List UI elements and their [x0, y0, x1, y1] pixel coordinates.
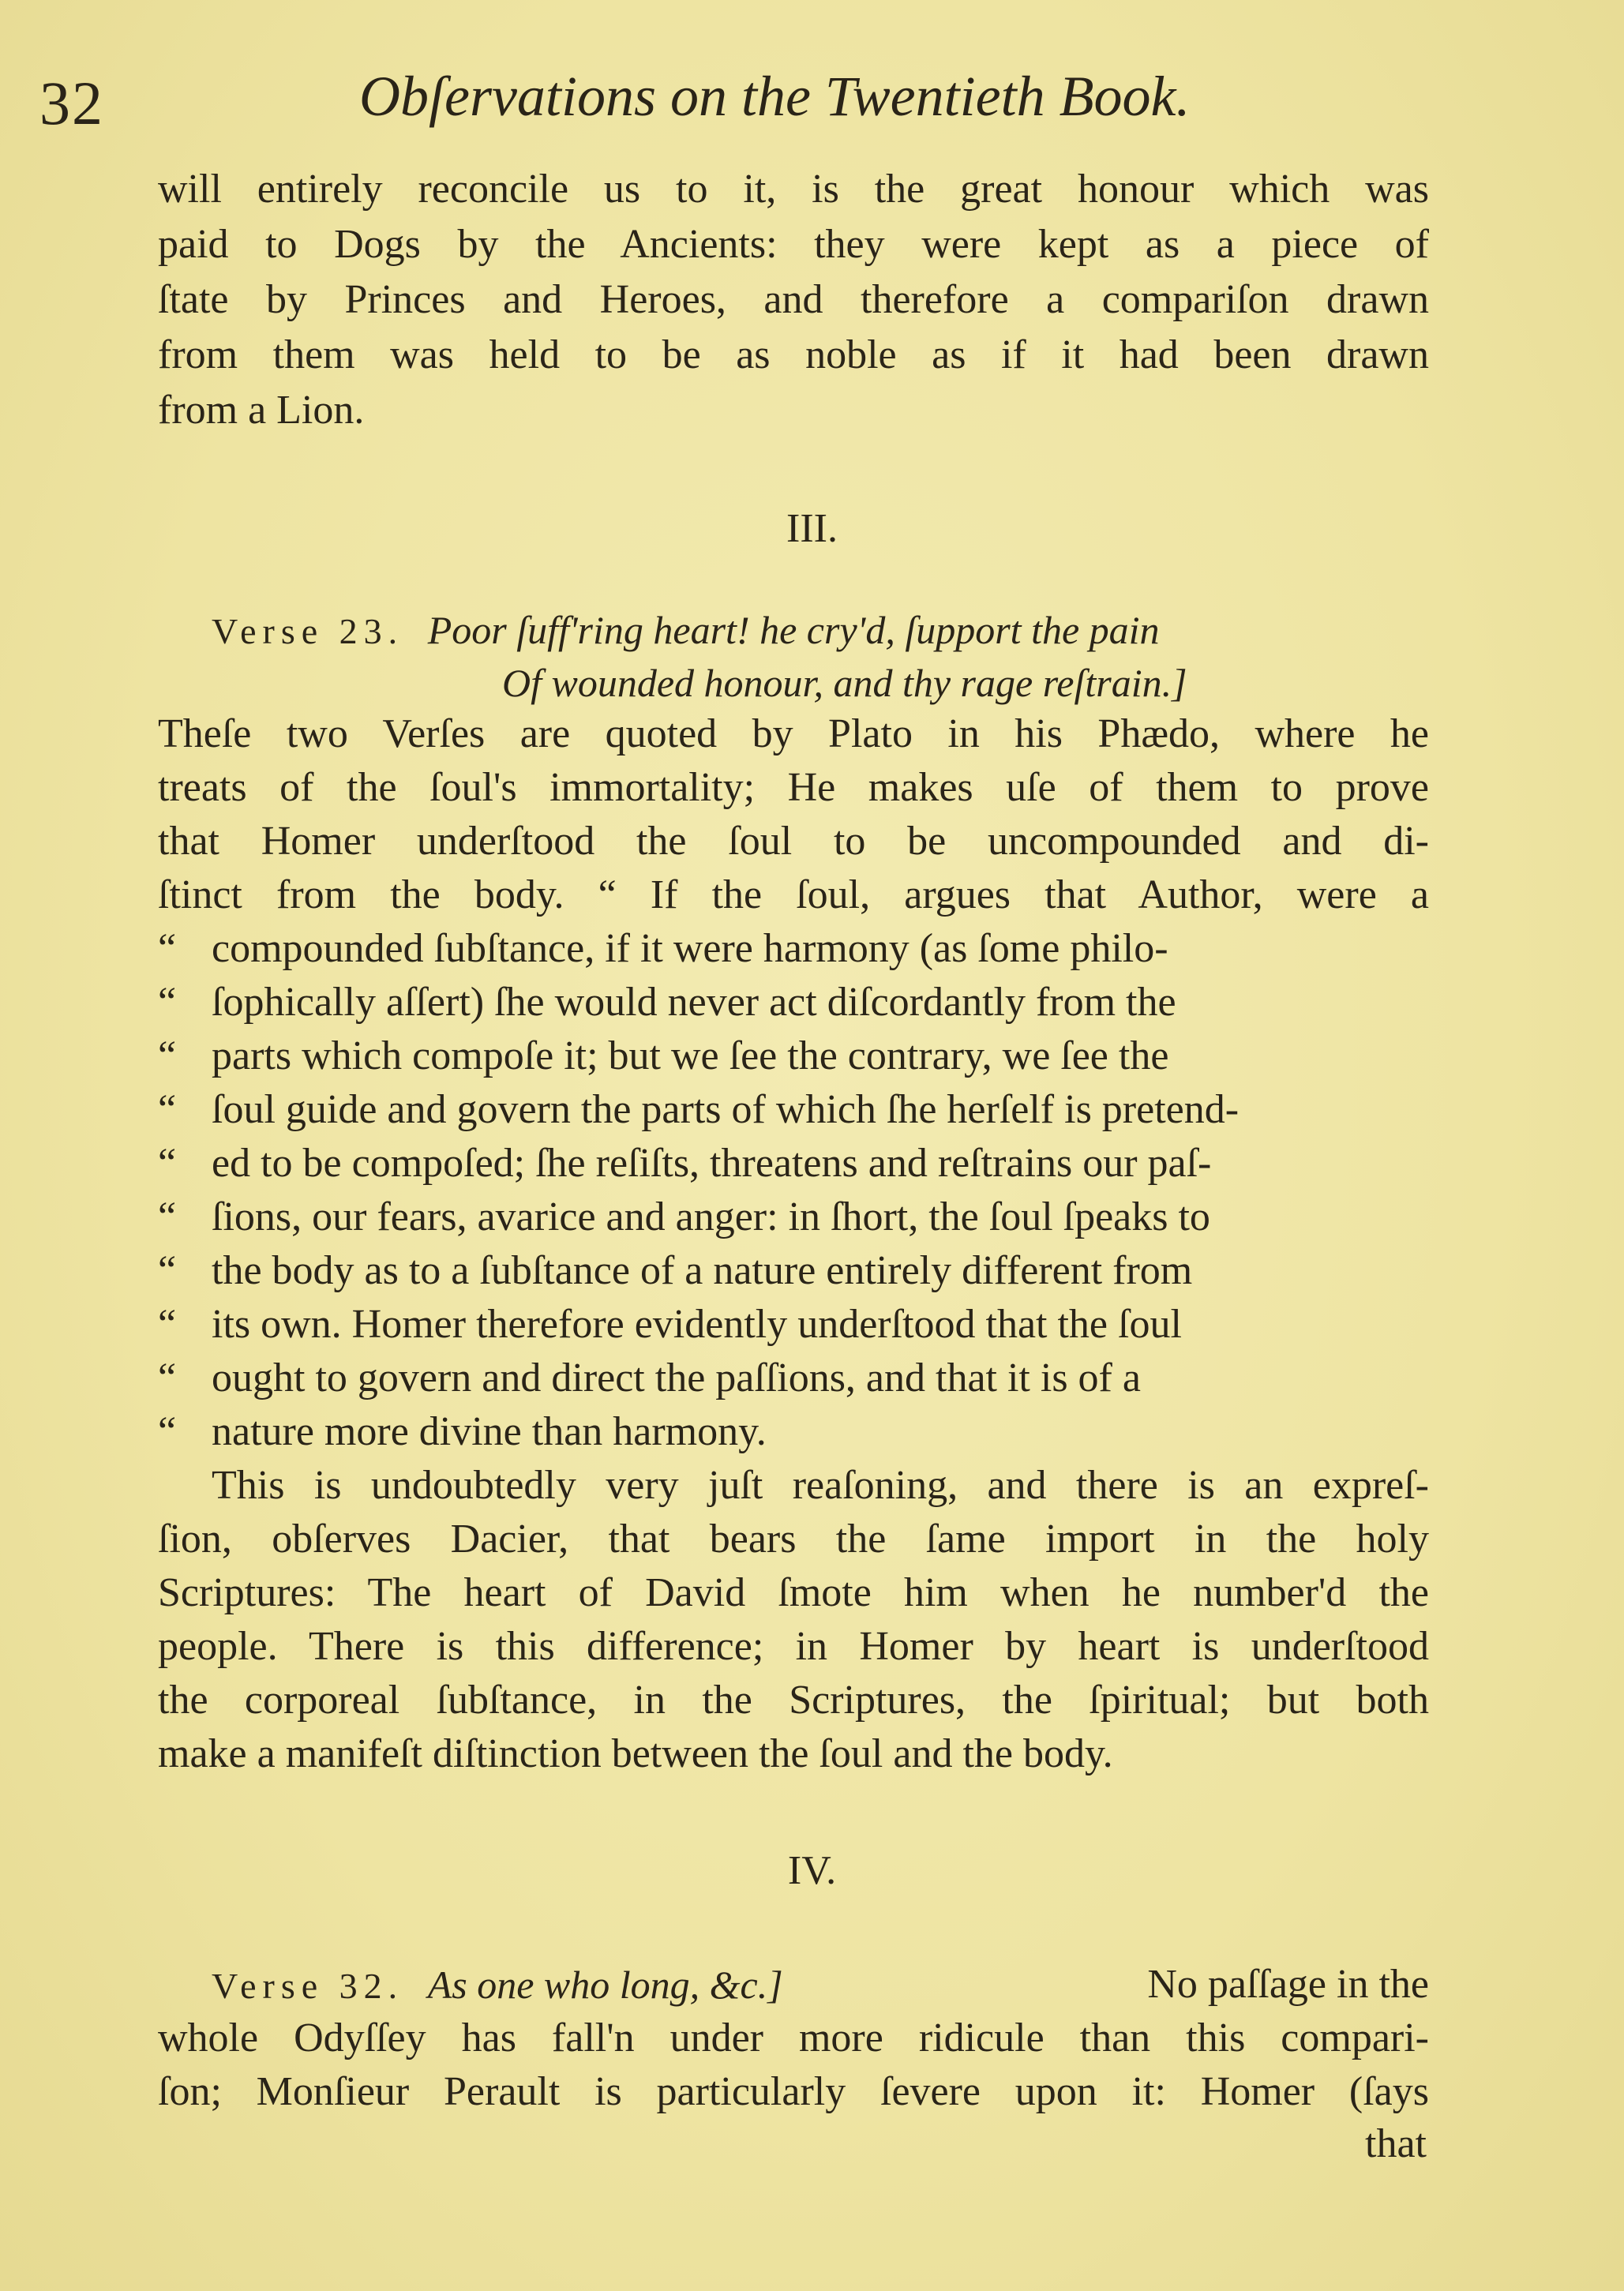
- quote-mark: “: [158, 1033, 177, 1078]
- text-line: the corporeal ſubſtance, in the Scriptures, the ſpiritual; but both: [158, 1678, 1429, 1723]
- text-line: make a manifeſt diſtinction between the ſoul and the body.: [158, 1731, 1113, 1776]
- quoted-line: [158, 979, 1429, 1026]
- verse-citation: [212, 1961, 1429, 2010]
- text-line: whole Odyſſey has fall'n under more ridicule than this compari-: [158, 2015, 1429, 2060]
- text-line: treats of the ſoul's immortality; He makes uſe of them to prove: [158, 765, 1429, 810]
- quote-mark: “: [158, 1087, 177, 1132]
- quoted-line-text: ed to be compoſed; ſhe reſiſts, threatens and reſtrains our paſ-: [212, 1141, 1212, 1186]
- text-line: ſon; Monſieur Perault is particularly ſevere upon it: Homer (ſays: [158, 2069, 1429, 2114]
- text-line: This is undoubtedly very juſt reaſoning, and there is an expreſ-: [212, 1463, 1429, 1508]
- text-line: paid to Dogs by the Ancients: they were kept as a piece of: [158, 222, 1429, 267]
- verse-quote-line: As one who long, &c.]: [427, 1963, 783, 2007]
- text-line: from them was held to be as noble as if it had been drawn: [158, 332, 1429, 377]
- quoted-line-text: nature more divine than harmony.: [212, 1409, 767, 1454]
- verse-label: Verse 32.: [212, 1966, 404, 2006]
- quote-mark: “: [158, 980, 177, 1025]
- section-numeral: III.: [786, 506, 838, 551]
- quoted-line: [158, 1194, 1429, 1241]
- text-line: that Homer underſtood the ſoul to be uncompounded and di-: [158, 819, 1429, 864]
- catchword: that: [1365, 2121, 1427, 2166]
- text-line: Theſe two Verſes are quoted by Plato in his Phædo, where he: [158, 711, 1429, 756]
- verse-citation: [212, 606, 1160, 655]
- quote-mark: “: [158, 1141, 177, 1186]
- text-line: ſion, obſerves Dacier, that bears the ſame import in the holy: [158, 1517, 1429, 1562]
- quote-mark: “: [158, 1409, 177, 1454]
- quoted-line: [158, 1247, 1429, 1295]
- quoted-line-text: ought to govern and direct the paſſions, and that it is of a: [212, 1355, 1141, 1400]
- quoted-line: [158, 1140, 1429, 1187]
- text-line: No paſſage in the: [1147, 1962, 1429, 2007]
- quoted-line-text: ſions, our fears, avarice and anger: in ſhort, the ſoul ſpeaks to: [212, 1194, 1210, 1239]
- text-line: ſtinct from the body. “ If the ſoul, argues that Author, were a: [158, 872, 1429, 917]
- quote-mark: “: [158, 1302, 177, 1347]
- quote-mark: “: [158, 1355, 177, 1400]
- running-title: Obſervations on the Twentieth Book.: [359, 65, 1191, 128]
- verse-quote-line: Of wounded honour, and thy rage reſtrain.]: [502, 661, 1187, 705]
- quote-mark: “: [158, 1248, 177, 1293]
- quoted-line-text: ſophically aſſert) ſhe would never act diſcordantly from the: [212, 980, 1176, 1025]
- quoted-line: [158, 925, 1429, 973]
- quoted-line-text: its own. Homer therefore evidently underſtood that the ſoul: [212, 1302, 1182, 1347]
- section-numeral: IV.: [787, 1848, 837, 1893]
- text-line: from a Lion.: [158, 388, 365, 433]
- quoted-line: [158, 1033, 1429, 1080]
- quoted-line-text: parts which compoſe it; but we ſee the contrary, we ſee the: [212, 1033, 1169, 1078]
- text-line: will entirely reconcile us to it, is the great honour which was: [158, 167, 1429, 212]
- text-line: Scriptures: The heart of David ſmote him when he number'd the: [158, 1570, 1429, 1615]
- quoted-line-text: the body as to a ſubſtance of a nature entirely different from: [212, 1248, 1193, 1293]
- page-number: 32: [39, 69, 104, 137]
- verse-label: Verse 23.: [212, 611, 404, 651]
- quoted-line: [158, 1086, 1429, 1134]
- quoted-line: [158, 1408, 1429, 1456]
- text-line: ſtate by Princes and Heroes, and therefore a compariſon drawn: [158, 277, 1429, 322]
- verse-quote-line: Poor ſuff'ring heart! he cry'd, ſupport the pain: [427, 608, 1160, 652]
- quoted-line-text: compounded ſubſtance, if it were harmony (as ſome philo-: [212, 926, 1168, 971]
- quoted-line-text: ſoul guide and govern the parts of which ſhe herſelf is pretend-: [212, 1087, 1240, 1132]
- text-line: people. There is this difference; in Homer by heart is underſtood: [158, 1624, 1429, 1669]
- quoted-line: [158, 1355, 1429, 1402]
- quote-mark: “: [158, 1194, 177, 1239]
- quote-mark: “: [158, 926, 177, 971]
- quoted-line: [158, 1301, 1429, 1348]
